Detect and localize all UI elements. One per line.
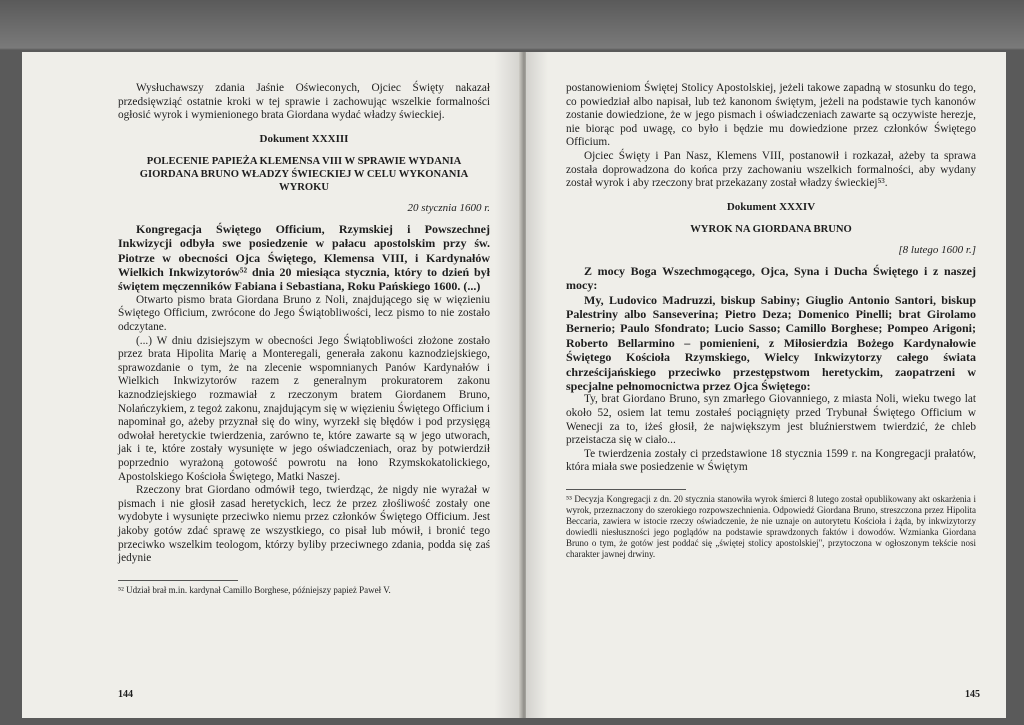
document-date: 20 stycznia 1600 r. (407, 201, 490, 214)
paragraph: Ojciec Święty i Pan Nasz, Klemens VIII, postanowił i rozkazał, ażeby ta sprawa została doprowadzona do końca przy zachowaniu wszelkich formalności, aby wydany został wyrok i aby rzeczony brat przekazany został władzy świeckiej⁵³. (566, 149, 976, 190)
footnote-divider (566, 489, 686, 490)
left-page (22, 52, 522, 718)
footnote-divider (118, 580, 238, 581)
intro-paragraph: Wysłuchawszy zdania Jaśnie Oświeconych, Ojciec Święty nakazał przedsięwziąć ostatnie kroki w tej sprawie i zachowując wszelkie formalności ogłosić wyrok i wymienionego brata Giordana wydać władzy świeckiej. (118, 82, 490, 122)
document-date: [8 lutego 1600 r.] (898, 243, 976, 256)
page-number: 144 (118, 689, 133, 700)
paragraph: Te twierdzenia zostały ci przedstawione 18 stycznia 1599 r. na Kongregacji prałatów, która miała swe posiedzenie w Świętym (566, 447, 976, 474)
bold-paragraph: Kongregacja Świętego Officium, Rzymskiej i Powszechnej Inkwizycji odbyła swe posiedzenie w pałacu apostolskim przy św. Piotrze w obecności Ojca Świętego, Klemensa VIII, i Kardynałów Wielkich Inkwizytorów⁵² dnia 20 miesiąca stycznia, który to dzień był świętem męczenników Fabiana i Sebastiana, Roku Pańskiego 1600. (...) (118, 221, 490, 294)
bold-paragraph: My, Ludovico Madruzzi, biskup Sabiny; Giuglio Antonio Santori, biskup Palestriny albo Sanseverina; Pietro Deza; Domenico Pinelli; brat Girolamo Bernerio; Paulo Sfondrato; Lucio Sasso; Camillo Borghese; Pompeo Arigoni; Roberto Bellarmino – pomienieni, z Miłosierdzia Bożego Kardynałowie Świętego Kościoła Rzymskiego, Wielcy Inkwizytorzy całego świata chrześcijańskiego przeciwko przestępstwom heretyckim, zaopatrzeni w specjalne pełnomocnictwa przez Ojca Świętego: (566, 292, 976, 393)
paragraph: Ty, brat Giordano Bruno, syn zmarłego Giovanniego, z miasta Noli, wieku twego lat około 52, osiem lat temu zostałeś pociągnięty przed Trybunał Świętego Officium w Wenecji za to, iżeś głosił, że największym jest bluźnierstwem twierdzić, że chleb przeistacza się w ciało... (566, 393, 976, 447)
paragraph: postanowieniom Świętej Stolicy Apostolskiej, jeżeli takowe zapadną w stosunku do tego, co powiedział albo napisał, lub też kanonom świętym, jeżeli na podstawie tych kanonów zostanie dowiedzione, że w jego pismach i oświadczeniach zawarte są oczywiste herezje, nie biorąc pod uwagę, co było i będzie mu dowiedzione przez członków Świętego Officium. (566, 82, 976, 149)
document-heading: POLECENIE PAPIEŻA KLEMENSA VIII W SPRAWIE WYDANIA GIORDANA BRUNO WŁADZY ŚWIECKIEJ W CELU WYKONANIA WYROKU (139, 155, 469, 193)
paragraph: Otwarto pismo brata Giordana Bruno z Noli, znajdującego się w więzieniu Świętego Officium, zwrócone do Jego Świątobliwości, lecz pismo to nie zostało odczytane. (118, 293, 490, 333)
paragraph: (...) W dniu dzisiejszym w obecności Jego Świątobliwości złożone zostało przez brata Hipolita Marię a Monteregali, generała zakonu kaznodziejskiego, sprawozdanie o tym, że na zlecenie wspomnianych Panów Kardynałów i Wielkich Inkwizytorów razem z generalnym prokuratorem zakonu kaznodziejskiego rozmawiał z rzeczonym bratem Giordanem Bruno, Nolańczykiem, z tegoż zakonu, znajdującym się w więzieniu Świętego Officium i napominał go, ażeby przyznał się do winy, wyrzekł się błędów i pod przysięgą odwołał heretyckie twierdzenia, zarówno te, które zawarte są w jego utworach, jak i te, które zostały wysunięte w jego oświadczeniach, oraz by potwierdził poprzednio wyrażoną gotowość powrotu na łono Rzymskokatolickiego, Apostolskiego Kościoła Świętego, Matki Naszej. (118, 334, 490, 483)
page-number: 145 (965, 689, 980, 700)
paragraph: Rzeczony brat Giordano odmówił tego, twierdząc, że nigdy nie wyrażał w pismach i nie głosił zasad heretyckich, lecz że przez złośliwość zostały one wydobyte i wysunięte przeciwko niemu przez członków Świętego Officium. Jest jakoby gotów zdać sprawę ze wszystkiego, co pisał lub mówił, i bronić tego przeciwko wszelkim teologom, którzy byliby przeciwnego zdania, podda się zaś jedynie (118, 484, 490, 565)
bold-paragraph: Z mocy Boga Wszechmogącego, Ojca, Syna i Ducha Świętego i z naszej mocy: (566, 263, 976, 293)
document-title: Dokument XXXIII (259, 132, 349, 145)
document-title: Dokument XXXIV (726, 200, 816, 213)
document-heading: WYROK NA GIORDANA BRUNO (690, 223, 852, 235)
footnote: ⁵² Udział brał m.in. kardynał Camillo Borghese, późniejszy papież Paweł V. (118, 584, 391, 595)
right-page (526, 52, 1006, 718)
footnote: ⁵³ Decyzja Kongregacji z dn. 20 stycznia stanowiła wyrok śmierci 8 lutego został opublikowany akt oskarżenia i wyrok, przeznaczony do szerokiego rozpowszechnienia. Odpowiedź Giordana Bruno, streszczona przez Hipolita Beccaria, zawiera w istocie rzeczy oświadczenie, że nie uznaje on autorytetu Kościoła i żąda, by inkwizytorzy dowiedli niesłuszności jego poglądów na podstawie sprawdzonych faktów i dowodów. Wzmianka Giordana Bruno o tym, że gotów jest poddać się „świętej stolicy apostolskiej", przytoczona w ogłoszonym tekście nosi charakter jawnej drwiny. (566, 493, 976, 559)
